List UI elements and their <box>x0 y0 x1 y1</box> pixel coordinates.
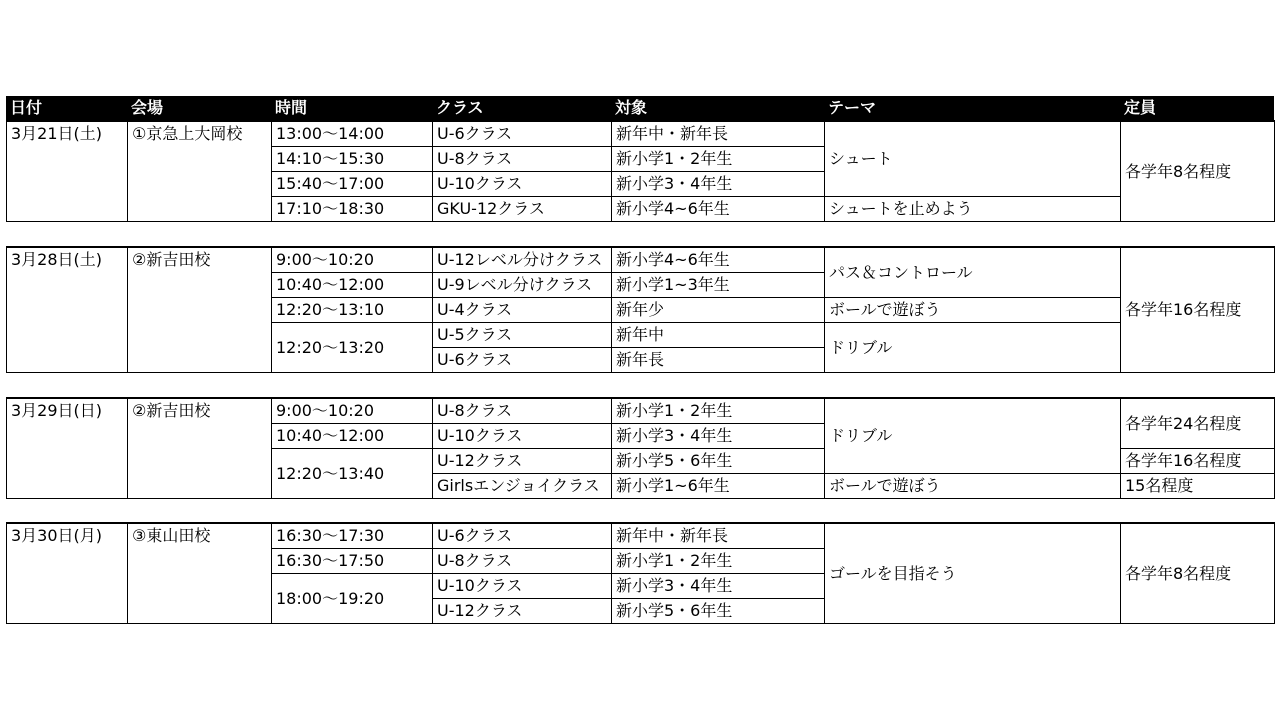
class-cell: U-6クラス <box>433 523 612 549</box>
table-row <box>7 247 1275 273</box>
time-cell: 12:20～13:20 <box>272 323 433 373</box>
header-date: 日付 <box>10 98 43 117</box>
schedule-block-0321 <box>6 120 1275 222</box>
capacity-cell: 各学年16名程度 <box>1121 247 1275 373</box>
theme-cell: パス＆コントロール <box>825 247 1121 298</box>
target-cell: 新年中 <box>612 323 825 348</box>
theme-cell: シュートを止めよう <box>825 197 1121 222</box>
table-row <box>7 398 1275 424</box>
class-cell: U-5クラス <box>433 323 612 348</box>
class-cell: U-10クラス <box>433 574 612 599</box>
class-cell: U-8クラス <box>433 549 612 574</box>
time-cell: 18:00～19:20 <box>272 574 433 624</box>
capacity-cell: 15名程度 <box>1121 474 1275 499</box>
target-cell: 新小学3・4年生 <box>612 424 825 449</box>
capacity-cell: 各学年24名程度 <box>1121 398 1275 449</box>
header-class: クラス <box>436 98 484 117</box>
target-cell: 新小学3・4年生 <box>612 574 825 599</box>
class-cell: U-8クラス <box>433 398 612 424</box>
class-cell: U-8クラス <box>433 147 612 172</box>
target-cell: 新小学5・6年生 <box>612 599 825 624</box>
time-cell: 16:30～17:30 <box>272 523 433 549</box>
date-cell: 3月21日(土) <box>7 121 128 222</box>
target-cell: 新小学1・2年生 <box>612 398 825 424</box>
venue-cell: ①京急上大岡校 <box>128 121 272 222</box>
class-cell: U-4クラス <box>433 298 612 323</box>
target-cell: 新小学1・2年生 <box>612 549 825 574</box>
schedule-block-0328 <box>6 246 1275 373</box>
class-cell: U-10クラス <box>433 424 612 449</box>
venue-cell: ②新吉田校 <box>128 247 272 373</box>
class-cell: U-12クラス <box>433 449 612 474</box>
class-cell: U-10クラス <box>433 172 612 197</box>
header-venue: 会場 <box>131 98 164 117</box>
time-cell: 12:20～13:10 <box>272 298 433 323</box>
target-cell: 新小学1~3年生 <box>612 273 825 298</box>
target-cell: 新小学1~6年生 <box>612 474 825 499</box>
theme-cell: ドリブル <box>825 323 1121 373</box>
class-cell: U-6クラス <box>433 348 612 373</box>
venue-cell: ③東山田校 <box>128 523 272 624</box>
time-cell: 12:20～13:40 <box>272 449 433 499</box>
class-cell: U-6クラス <box>433 121 612 147</box>
target-cell: 新小学4~6年生 <box>612 197 825 222</box>
target-cell: 新小学1・2年生 <box>612 147 825 172</box>
time-cell: 9:00～10:20 <box>272 398 433 424</box>
theme-cell: ゴールを目指そう <box>825 523 1121 624</box>
schedule-block-0329 <box>6 397 1275 499</box>
date-cell: 3月30日(月) <box>7 523 128 624</box>
capacity-cell: 各学年8名程度 <box>1121 121 1275 222</box>
time-cell: 13:00～14:00 <box>272 121 433 147</box>
table-row <box>7 121 1275 147</box>
class-cell: U-9レベル分けクラス <box>433 273 612 298</box>
date-cell: 3月28日(土) <box>7 247 128 373</box>
capacity-cell: 各学年16名程度 <box>1121 449 1275 474</box>
class-cell: U-12クラス <box>433 599 612 624</box>
header-capacity: 定員 <box>1124 98 1157 117</box>
venue-cell: ②新吉田校 <box>128 398 272 499</box>
theme-cell: シュート <box>825 121 1121 197</box>
table-header <box>6 96 1274 120</box>
time-cell: 9:00～10:20 <box>272 247 433 273</box>
theme-cell: ドリブル <box>825 398 1121 474</box>
header-theme: テーマ <box>828 98 877 117</box>
class-cell: U-12レベル分けクラス <box>433 247 612 273</box>
target-cell: 新年中・新年長 <box>612 121 825 147</box>
time-cell: 10:40～12:00 <box>272 424 433 449</box>
date-cell: 3月29日(日) <box>7 398 128 499</box>
target-cell: 新小学5・6年生 <box>612 449 825 474</box>
time-cell: 14:10～15:30 <box>272 147 433 172</box>
target-cell: 新小学4~6年生 <box>612 247 825 273</box>
target-cell: 新小学3・4年生 <box>612 172 825 197</box>
table-row <box>7 523 1275 549</box>
target-cell: 新年中・新年長 <box>612 523 825 549</box>
time-cell: 10:40～12:00 <box>272 273 433 298</box>
theme-cell: ボールで遊ぼう <box>825 298 1121 323</box>
capacity-cell: 各学年8名程度 <box>1121 523 1275 624</box>
time-cell: 15:40～17:00 <box>272 172 433 197</box>
target-cell: 新年長 <box>612 348 825 373</box>
class-cell: Girlsエンジョイクラス <box>433 474 612 499</box>
theme-cell: ボールで遊ぼう <box>825 474 1121 499</box>
time-cell: 16:30～17:50 <box>272 549 433 574</box>
class-cell: GKU-12クラス <box>433 197 612 222</box>
header-target: 対象 <box>615 98 648 117</box>
time-cell: 17:10～18:30 <box>272 197 433 222</box>
header-time: 時間 <box>275 98 308 117</box>
target-cell: 新年少 <box>612 298 825 323</box>
schedule-block-0330 <box>6 522 1275 624</box>
